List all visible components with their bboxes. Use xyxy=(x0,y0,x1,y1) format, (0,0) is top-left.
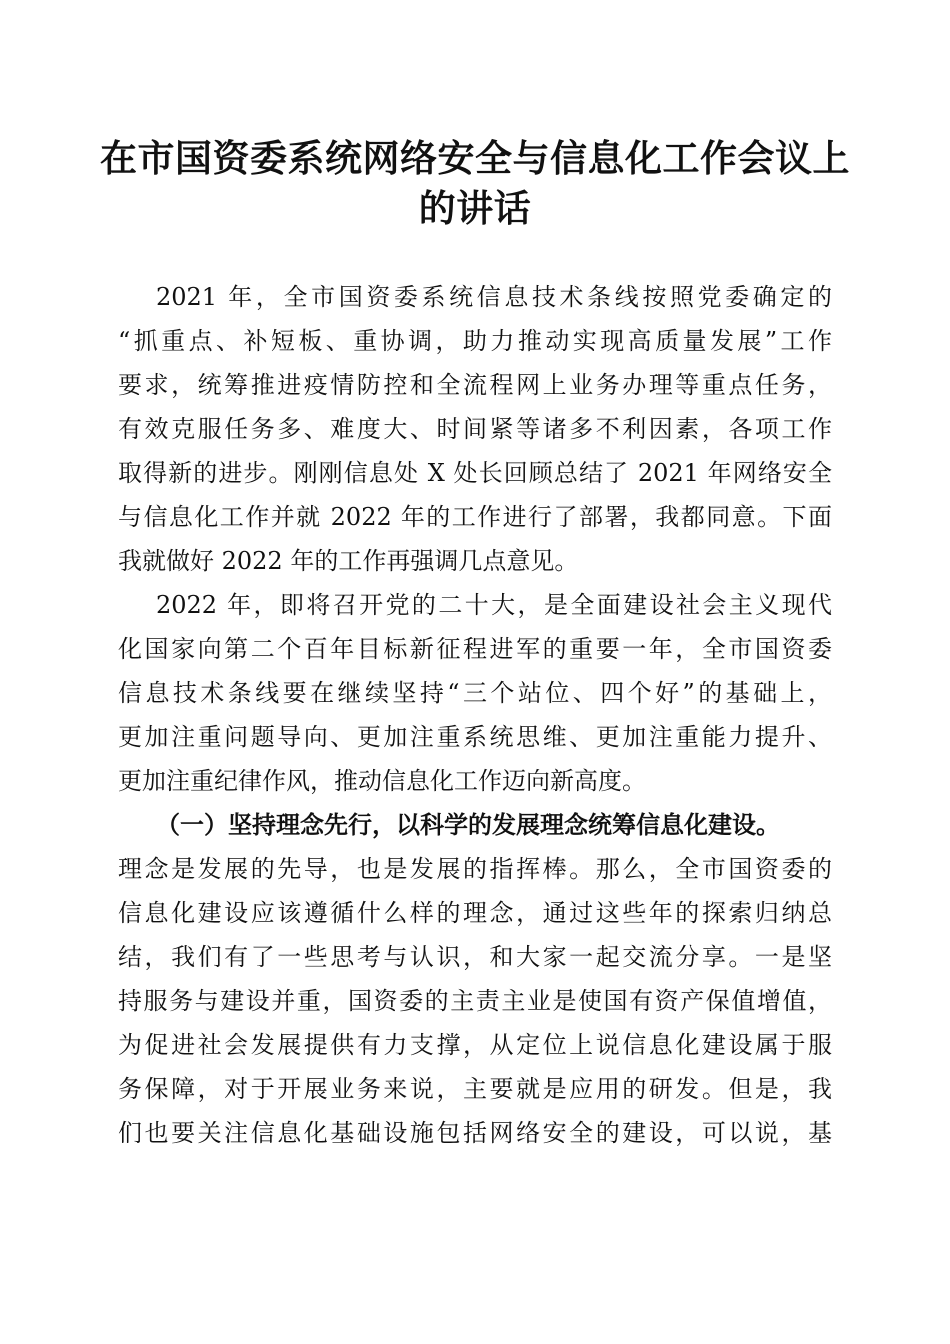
document-title xyxy=(100,133,850,233)
paragraph-line: 2022 年，即将召开党的二十大，是全面建设社会主义现代 xyxy=(156,591,832,619)
paragraph-line: 有效克服任务多、难度大、时间紧等诸多不利因素，各项工作 xyxy=(118,415,832,443)
document-body xyxy=(118,275,832,1155)
paragraph-line: 我就做好 2022 年的工作再强调几点意见。 xyxy=(118,547,579,575)
paragraph-line: “抓重点、补短板、重协调，助力推动实现高质量发展”工作 xyxy=(118,327,832,355)
paragraph-line: 化国家向第二个百年目标新征程进军的重要一年，全市国资委 xyxy=(118,635,832,663)
paragraph-line: 信息技术条线要在继续坚持“三个站位、四个好”的基础上， xyxy=(118,679,832,707)
paragraph-line: 取得新的进步。刚刚信息处 X 处长回顾总结了 2021 年网络安全 xyxy=(118,459,832,487)
paragraph-line: 结，我们有了一些思考与认识，和大家一起交流分享。一是坚 xyxy=(118,943,832,971)
paragraph-line: 为促进社会发展提供有力支撑，从定位上说信息化建设属于服 xyxy=(118,1031,832,1059)
title-line-2: 的讲话 xyxy=(418,186,532,230)
paragraph-1 xyxy=(118,275,832,583)
section-heading: （一）坚持理念先行，以科学的发展理念统筹信息化建设。 xyxy=(156,810,780,839)
title-line-1: 在市国资委系统网络安全与信息化工作会议上 xyxy=(100,136,850,180)
paragraph-line: 更加注重问题导向、更加注重系统思维、更加注重能力提升、 xyxy=(118,723,832,751)
paragraph-line: 们也要关注信息化基础设施包括网络安全的建设，可以说，基 xyxy=(118,1119,832,1147)
paragraph-3 xyxy=(118,803,832,1155)
paragraph-2 xyxy=(118,583,832,803)
paragraph-line: 更加注重纪律作风，推动信息化工作迈向新高度。 xyxy=(118,767,646,795)
paragraph-line: 持服务与建设并重，国资委的主责主业是使国有资产保值增值， xyxy=(118,987,832,1015)
paragraph-line: 与信息化工作并就 2022 年的工作进行了部署，我都同意。下面 xyxy=(118,503,832,531)
paragraph-line: 务保障，对于开展业务来说，主要就是应用的研发。但是，我 xyxy=(118,1075,832,1103)
paragraph-line: 信息化建设应该遵循什么样的理念，通过这些年的探索归纳总 xyxy=(118,899,832,927)
paragraph-line: 理念是发展的先导，也是发展的指挥棒。那么，全市国资委的 xyxy=(118,855,832,883)
paragraph-line: 要求，统筹推进疫情防控和全流程网上业务办理等重点任务， xyxy=(118,371,832,399)
paragraph-line: 2021 年，全市国资委系统信息技术条线按照党委确定的 xyxy=(156,283,832,311)
